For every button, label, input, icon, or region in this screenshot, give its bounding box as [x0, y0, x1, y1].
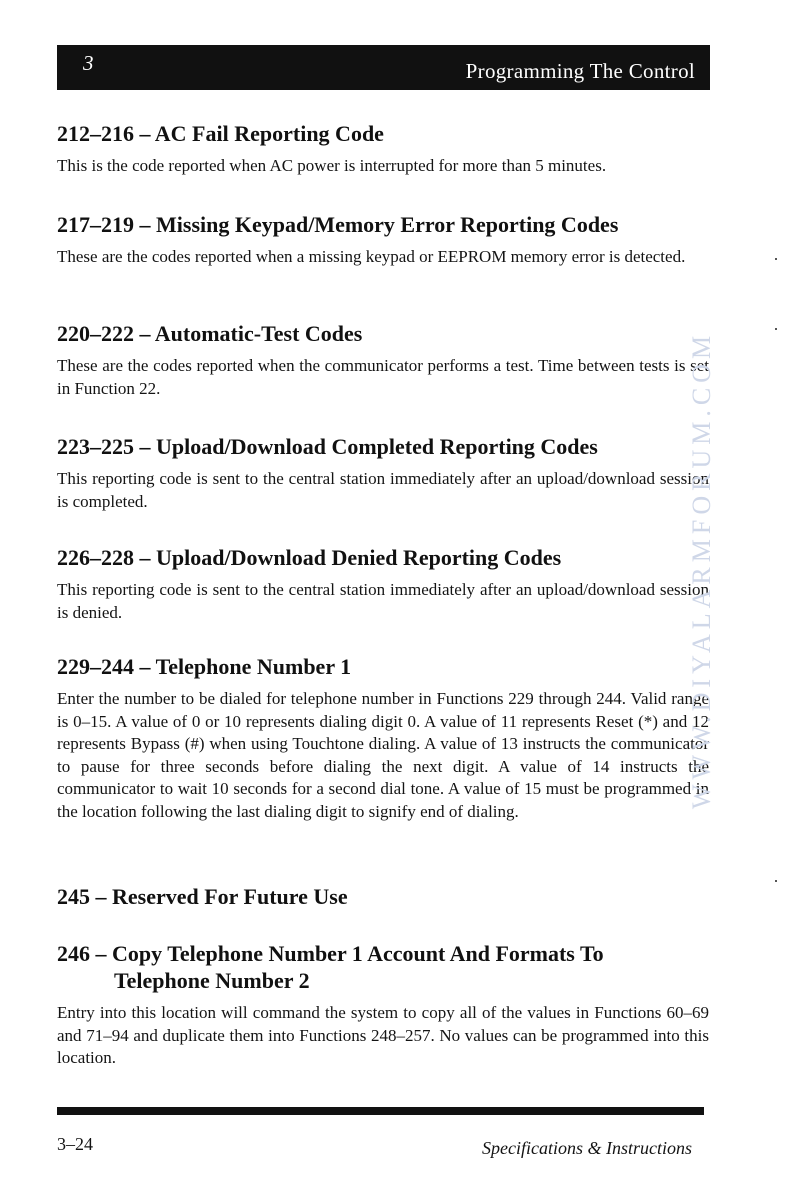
section-upload-completed — [57, 433, 709, 513]
section-upload-denied — [57, 544, 709, 624]
section-body: Entry into this location will command the system to copy all of the values in Functions 60–69 and 71–94 and duplicate them into Functions 248–257. No values can be programmed into this location. — [57, 1003, 709, 1067]
chapter-title: Programming The Control — [465, 59, 695, 83]
section-ac-fail — [57, 120, 709, 178]
section-copy-telephone — [57, 940, 709, 1070]
section-heading: 220–222 – Automatic-Test Codes — [57, 321, 363, 346]
watermark: WWW.DIYALARMFORUM.COM — [687, 330, 716, 810]
section-heading-line2: Telephone Number 2 — [114, 968, 310, 993]
section-heading: 226–228 – Upload/Download Denied Reporting Codes — [57, 545, 562, 570]
document-title: Specifications & Instructions — [482, 1138, 692, 1158]
section-heading-line1: 246 – Copy Telephone Number 1 Account And Formats To — [57, 941, 604, 966]
page-header-bar — [57, 45, 710, 90]
section-heading — [57, 940, 709, 994]
section-heading: 229–244 – Telephone Number 1 — [57, 654, 352, 679]
section-heading: 245 – Reserved For Future Use — [57, 884, 348, 909]
section-heading: 223–225 – Upload/Download Completed Reporting Codes — [57, 434, 598, 459]
section-missing-keypad — [57, 211, 709, 269]
section-reserved — [57, 883, 709, 910]
section-body: This reporting code is sent to the central station immediately after an upload/download session is completed. — [57, 469, 709, 511]
chapter-number: 3 — [83, 51, 94, 75]
section-heading: 212–216 – AC Fail Reporting Code — [57, 121, 384, 146]
footer-rule — [57, 1107, 704, 1115]
section-heading: 217–219 – Missing Keypad/Memory Error Reporting Codes — [57, 212, 619, 237]
section-body: These are the codes reported when a missing keypad or EEPROM memory error is detected. — [57, 247, 686, 266]
page-number: 3–24 — [57, 1134, 93, 1154]
margin-mark — [775, 880, 777, 882]
section-body: This is the code reported when AC power is interrupted for more than 5 minutes. — [57, 156, 607, 175]
section-telephone-number-1 — [57, 653, 709, 823]
section-body: Enter the number to be dialed for telephone number in Functions 229 through 244. Valid range is 0–15. A value of 0 or 10 represents dialing digit 0. A value of 11 represents Reset (*) and 12 represents Bypass (#) when using Touchtone dialing. A value of 13 instructs the communicator to pause for three seconds before dialing the next digit. A value of 14 instructs the communicator to wait 10 seconds for a second dial tone. A value of 15 must be programmed in the location following the last dialing digit to signify end of dialing. — [57, 689, 709, 821]
margin-mark — [775, 258, 777, 260]
section-automatic-test — [57, 320, 709, 400]
section-body: These are the codes reported when the communicator performs a test. Time between tests is set in Function 22. — [57, 356, 709, 398]
section-body: This reporting code is sent to the central station immediately after an upload/download session is denied. — [57, 580, 709, 622]
margin-mark — [775, 328, 777, 330]
